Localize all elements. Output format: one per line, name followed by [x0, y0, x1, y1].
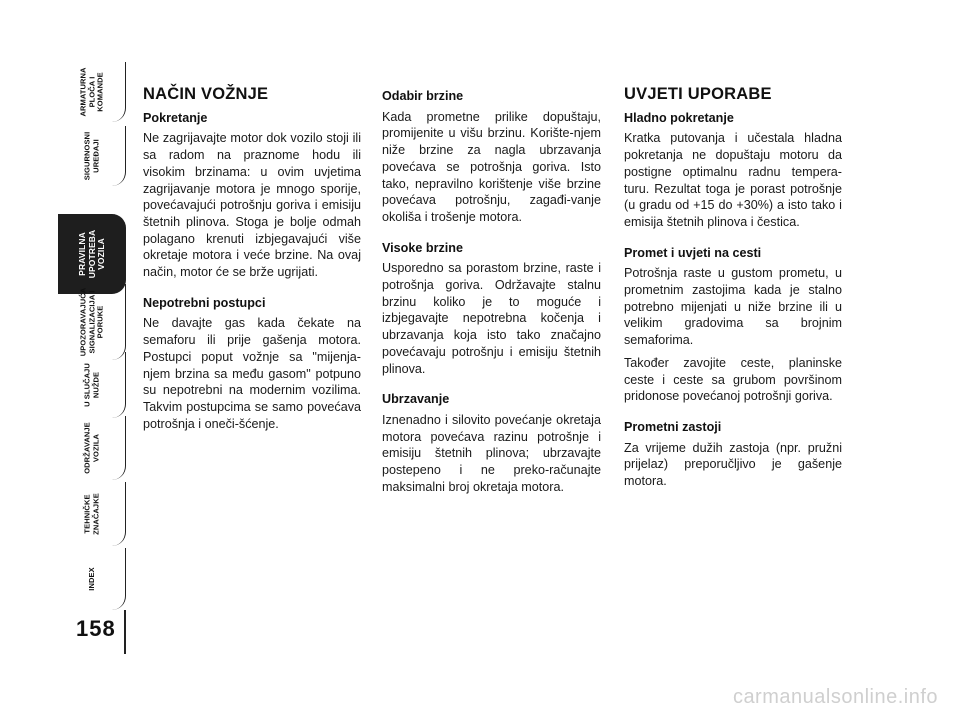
tab-safety-devices[interactable] [58, 126, 126, 186]
tab-warnings-messages[interactable] [58, 284, 126, 360]
paragraph: Ne davajte gas kada čekate na semaforu ili prije gašenja motora. Postupci poput vožnje sa "mijenja-njem brzina sa među gasom" potpuno su nepotrebni na modernim vozilima. Takvim postupcima se samo povećava potrošnja i oneči-šćenje. [143, 316, 361, 431]
tab-label: INDEX [86, 567, 96, 591]
subsection-heading: Nepotrebni postupci [143, 295, 266, 310]
subsection-heading: Visoke brzine [382, 240, 463, 255]
section-tabs [58, 62, 128, 657]
paragraph: Za vrijeme dužih zastoja (npr. pružni prijelaz) preporučljivo je gašenje motora. [624, 440, 842, 489]
subsection-heading: Hladno pokretanje [624, 110, 734, 125]
section-title: UVJETI UPORABE [624, 85, 772, 103]
paragraph: Usporedno sa porastom brzine, raste i potrošnja goriva. Održavajte stalnu brzinu koliko je to moguće i izbjegavajte nepotrebna kočenja i ubrzavanja koja isto tako značajno povećavaju potrošnju i emisiju štetnih plinova. [382, 261, 601, 376]
watermark-text: carmanualsonline.info [732, 686, 938, 708]
section-title: NAČIN VOŽNJE [143, 85, 269, 103]
tab-label: ARMATURNA PLOČA I KOMANDE [77, 67, 104, 117]
paragraph: Ne zagrijavajte motor dok vozilo stoji ili sa radom na praznome hodu ili visokim brzinama: u ovim uvjetima zagrijavanje motora je mnogo sporije, povećavajući potrošnju goriva i emisiju štetnih plinova. Stoga je bolje odmah polagano krenuti izbjegavajući više okretaje motora i veće brzine. Na ovaj način, motor će se brže ugrijati. [143, 131, 361, 280]
paragraph: Kratka putovanja i učestala hladna pokretanja ne dopuštaju motoru da postigne optimalnu radnu tempera-turu. Rezultat toga je porast potrošnje (u gradu od +15 do +30%) a isto tako i emisija štetnih plinova i čestica. [624, 131, 842, 229]
tab-label: ODRŽAVANJE VOZILA [82, 422, 100, 474]
paragraph: Također zavojite ceste, planinske ceste i ceste sa grubom površinom pridonose povećanoj potrošnji goriva. [624, 355, 842, 404]
subsection-heading: Odabir brzine [382, 89, 464, 103]
paragraph: Kada prometne prilike dopuštaju, promijenite u višu brzinu. Korište-njem niže brzine za nagla ubrzavanja povećava se potrošnja goriva. Isto tako, nepravilno korištenje više brzine povećava potrošnju, zagađi-vanje okoliša i trošenje motora. [382, 109, 601, 224]
tab-correct-use[interactable] [58, 214, 126, 294]
tab-emergency[interactable] [58, 352, 126, 418]
tab-label: SIGURNOSNI UREĐAJI [82, 131, 100, 181]
tab-index[interactable] [58, 548, 126, 610]
tab-technical-data[interactable] [58, 482, 126, 546]
subsection-heading: Ubrzavanje [382, 392, 450, 407]
tab-label: UPOZORAVAJUĆA SIGNALIZACIJA I PORUKE [77, 287, 104, 357]
tab-dashboard-controls[interactable] [58, 62, 126, 122]
tab-label: U SLUČAJU NUŽDE [82, 363, 100, 407]
subsection-heading: Promet i uvjeti na cesti [624, 245, 762, 260]
column-middle [382, 88, 601, 509]
column-right [624, 86, 842, 504]
tab-label: TEHNIČKE ZNAČAJKE [82, 493, 100, 535]
paragraph: Iznenadno i silovito povećanje okretaja motora povećava razinu potrošnje i emisiju štetnih plinova; ubrzavajte postepeno i ne preko-računajte maksimalni broj okretaja motora. [382, 412, 601, 494]
side-divider [124, 610, 126, 654]
page-number: 158 [76, 616, 116, 641]
tab-label: PRAVILNA UPOTREBA VOZILA [76, 229, 106, 279]
paragraph: Potrošnja raste u gustom prometu, u prometnim zastojima kada je stalno potrebno mijenjati u niže brzine ili u velikim gradovima sa brojnim semaforima. [624, 266, 842, 348]
column-left [143, 86, 361, 446]
subsection-heading: Pokretanje [143, 110, 208, 125]
tab-maintenance[interactable] [58, 416, 126, 480]
subsection-heading: Prometni zastoji [624, 419, 722, 434]
